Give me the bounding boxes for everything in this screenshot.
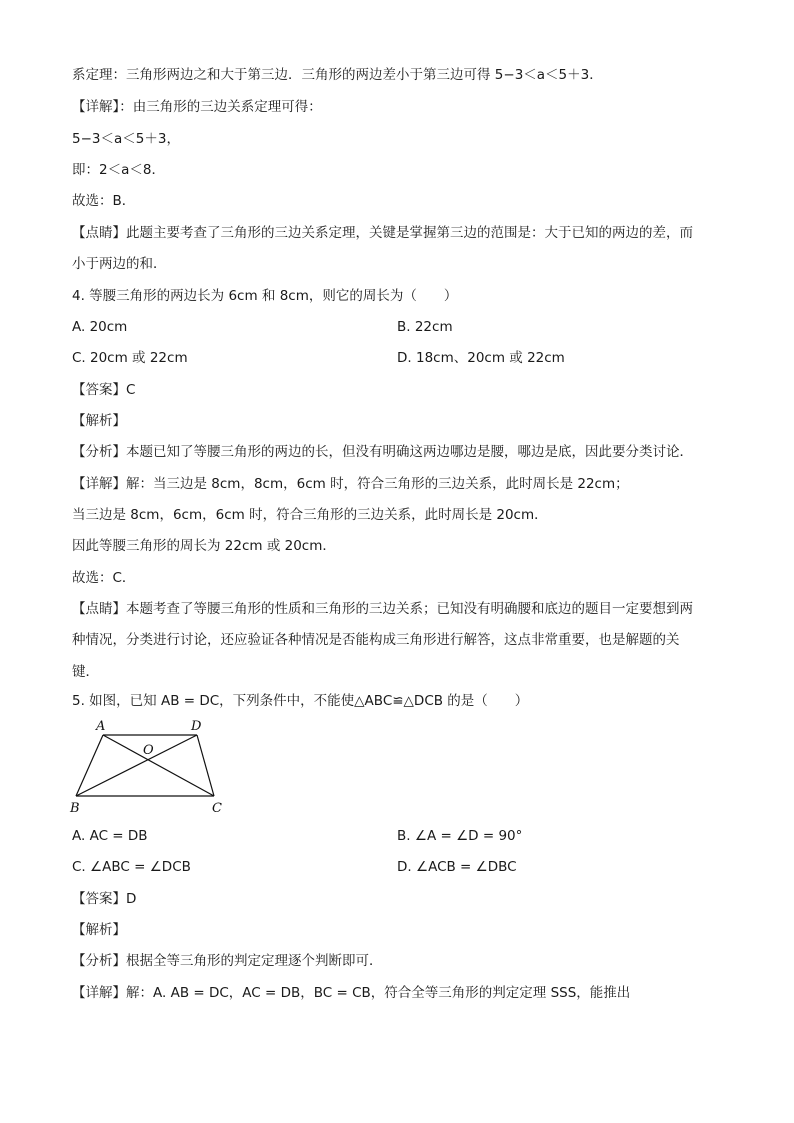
analysis-heading: 【解析】 [72,922,126,938]
text-line: 【详解】解：当三边是 8cm，8cm，6cm 时，符合三角形的三边关系，此时周长是 22cm； [72,476,629,492]
q5-option-b: B. ∠A = ∠D = 90° [397,828,523,844]
q5-option-d: D. ∠ACB = ∠DBC [397,859,517,875]
question-4-stem: 4. 等腰三角形的两边长为 6cm 和 8cm，则它的周长为（ ） [72,288,458,304]
text-line: 系定理：三角形两边之和大于第三边．三角形的两边差小于第三边可得 5−3＜a＜5＋3． [72,67,603,83]
text-line: 即：2＜a＜8． [72,162,165,178]
geometry-figure [66,714,236,818]
text-line: 【点睛】本题考查了等腰三角形的性质和三角形的三边关系；已知没有明确腰和底边的题目一定要想到两 [72,601,693,617]
text-line: 5−3＜a＜5＋3， [72,131,180,147]
analysis-heading: 【解析】 [72,413,126,429]
q5-option-c: C. ∠ABC = ∠DCB [72,859,191,875]
label-b: B [70,801,80,816]
q4-option-a: A. 20cm [72,319,128,335]
text-line: 【详解】：由三角形的三边关系定理可得： [72,99,322,115]
text-line: 键． [72,664,99,680]
segment-db [76,735,197,796]
label-d: D [191,719,202,734]
label-o: O [143,743,154,758]
q4-option-d: D. 18cm、20cm 或 22cm [397,350,565,366]
text-line: 【详解】解：A. AB = DC，AC = DB，BC = CB，符合全等三角形的判定定理 SSS，能推出 [72,985,631,1001]
segment-ab [76,735,103,796]
text-line: 小于两边的和． [72,256,167,272]
q5-option-a: A. AC = DB [72,828,148,844]
text-line: 因此等腰三角形的周长为 22cm 或 20cm． [72,538,336,554]
segment-ac [103,735,214,796]
text-line: 故选：B． [72,193,136,209]
question-5-stem: 5. 如图，已知 AB = DC，下列条件中，不能使△ABC≌△DCB 的是（ ） [72,693,529,709]
text-line: 当三边是 8cm，6cm，6cm 时，符合三角形的三边关系，此时周长是 20cm． [72,507,548,523]
q4-option-b: B. 22cm [397,319,453,335]
q4-option-c: C. 20cm 或 22cm [72,350,188,366]
answer-line: 【答案】C [72,382,136,398]
text-line: 【分析】根据全等三角形的判定定理逐个判断即可． [72,953,383,969]
text-line: 种情况，分类进行讨论，还应验证各种情况是否能构成三角形进行解答，这点非常重要，也是解题的关 [72,632,680,648]
segment-dc [197,735,214,796]
label-a: A [96,719,106,734]
text-line: 故选：C． [72,570,136,586]
answer-line: 【答案】D [72,891,137,907]
text-line: 【点睛】此题主要考查了三角形的三边关系定理，关键是掌握第三边的范围是：大于已知的两边的差，而 [72,225,693,241]
label-c: C [212,801,222,816]
text-line: 【分析】本题已知了等腰三角形的两边的长，但没有明确这两边哪边是腰，哪边是底，因此要分类讨论． [72,444,693,460]
